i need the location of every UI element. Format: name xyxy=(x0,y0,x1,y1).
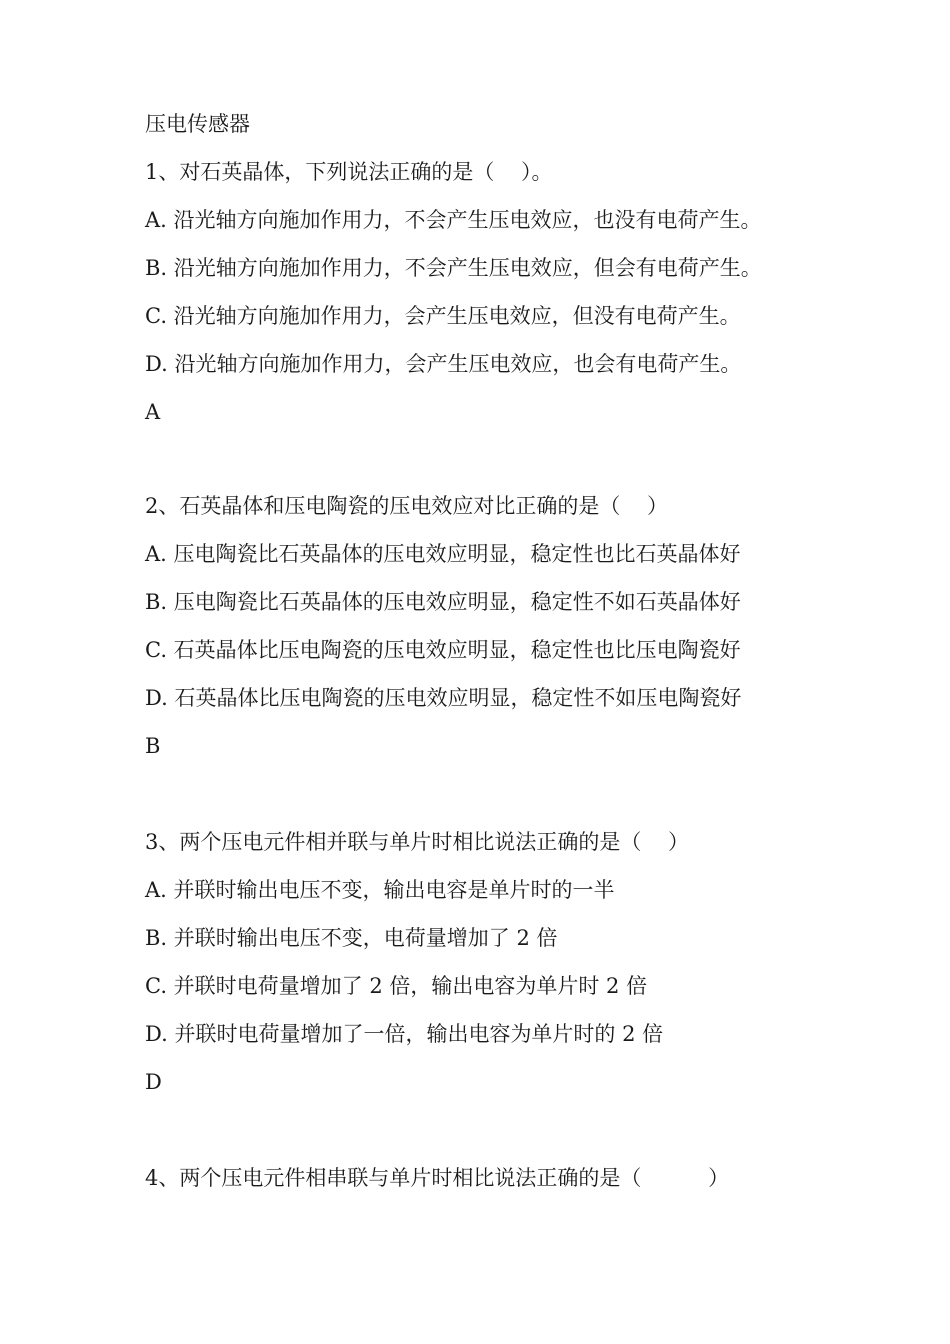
question-3-option-a: A. 并联时输出电压不变，输出电容是单片时的一半 xyxy=(145,878,615,902)
document-title: 压电传感器 xyxy=(145,112,250,136)
question-3-option-d: D. 并联时电荷量增加了一倍，输出电容为单片时的 2 倍 xyxy=(145,1022,664,1046)
question-1-option-b: B. 沿光轴方向施加作用力，不会产生压电效应，但会有电荷产生。 xyxy=(145,256,762,280)
question-3-answer: D xyxy=(145,1070,162,1094)
question-2-option-d: D. 石英晶体比压电陶瓷的压电效应明显，稳定性不如压电陶瓷好 xyxy=(145,686,742,710)
question-2-answer: B xyxy=(145,734,161,758)
question-1-option-a: A. 沿光轴方向施加作用力，不会产生压电效应，也没有电荷产生。 xyxy=(145,208,762,232)
question-2-stem: 2、石英晶体和压电陶瓷的压电效应对比正确的是（ ） xyxy=(145,494,669,518)
question-1-option-d: D. 沿光轴方向施加作用力，会产生压电效应，也会有电荷产生。 xyxy=(145,352,742,376)
question-2-option-b: B. 压电陶瓷比石英晶体的压电效应明显，稳定性不如石英晶体好 xyxy=(145,590,741,614)
question-1-option-c: C. 沿光轴方向施加作用力，会产生压电效应，但没有电荷产生。 xyxy=(145,304,741,328)
question-2-option-c: C. 石英晶体比压电陶瓷的压电效应明显，稳定性也比压电陶瓷好 xyxy=(145,638,741,662)
question-1-answer: A xyxy=(145,400,161,424)
question-2-option-a: A. 压电陶瓷比石英晶体的压电效应明显，稳定性也比石英晶体好 xyxy=(145,542,741,566)
question-3-stem: 3、两个压电元件相并联与单片时相比说法正确的是（ ） xyxy=(145,830,690,854)
question-1-stem: 1、对石英晶体，下列说法正确的是（ ）。 xyxy=(145,160,553,184)
question-3-option-b: B. 并联时输出电压不变，电荷量增加了 2 倍 xyxy=(145,926,558,950)
question-3-option-c: C. 并联时电荷量增加了 2 倍，输出电容为单片时 2 倍 xyxy=(145,974,648,998)
question-4-stem: 4、两个压电元件相串联与单片时相比说法正确的是（ ） xyxy=(145,1166,730,1190)
